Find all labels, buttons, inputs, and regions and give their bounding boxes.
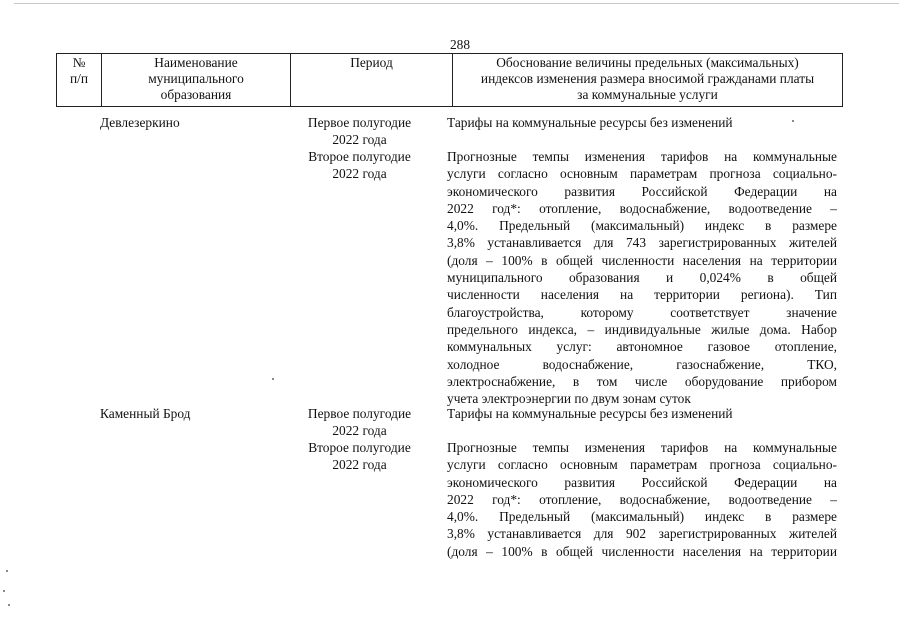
row1-period-first-line1: Первое полугодие: [307, 115, 412, 130]
scan-speck: [272, 378, 274, 380]
scan-speck: [792, 120, 794, 122]
header-number-abbr: п/п: [69, 71, 89, 86]
justification-line: экономического развития Российской Федерации на: [447, 183, 837, 199]
row1-period-second-line1: Второе полугодие: [308, 149, 411, 164]
justification-line: коммунальных услуг: автономное газовое отопление,: [447, 339, 837, 355]
row1-period-first: [290, 114, 429, 149]
justification-line: численности населения на территории региона). Тип: [447, 287, 837, 303]
row2-period-first: [290, 405, 429, 440]
justification-line: 4,0%. Предельный (максимальный) индекс в размере: [447, 218, 837, 234]
justification-line: Прогнозные темпы изменения тарифов на коммунальные: [447, 149, 837, 164]
scan-speck: [6, 570, 8, 572]
header-municipality-line2: муниципального: [148, 71, 244, 86]
row2-period-first-line1: Первое полугодие: [307, 406, 412, 421]
row1-period-second-line2: 2022 года: [332, 166, 387, 182]
table-header-row: [57, 54, 843, 107]
justification-line: (доля – 100% в общей численности населения на территории: [447, 252, 837, 268]
row1-period-first-line2: 2022 года: [332, 132, 387, 148]
scan-speck: [3, 590, 5, 592]
page-number: 288: [449, 37, 471, 52]
header-cell-number: [57, 54, 102, 107]
justification-line: благоустройства, которому соответствует значение: [447, 304, 837, 320]
justification-line: 2022 год*: отопление, водоснабжение, водоотведение –: [447, 200, 837, 216]
row2-period-second-line1: Второе полугодие: [308, 440, 411, 455]
justification-line: учета электроэнергии по двум зонам суток: [447, 391, 691, 407]
row2-period-second: [290, 439, 429, 474]
justification-line: холодное водоснабжение, газоснабжение, ТКО,: [447, 356, 837, 372]
row1-period-second: [290, 148, 429, 183]
row1-justification-second: [447, 148, 837, 407]
header-justification-line3: за коммунальные услуги: [577, 87, 718, 102]
justification-line: муниципального образования и 0,024% в общей: [447, 270, 837, 286]
justification-line: 4,0%. Предельный (максимальный) индекс в размере: [447, 509, 837, 525]
row2-period-second-line2: 2022 года: [332, 457, 387, 473]
header-municipality-line1: Наименование: [154, 55, 238, 70]
justification-line: 3,8% устанавливается для 743 зарегистрированных жителей: [447, 235, 837, 251]
justification-line: 2022 год*: отопление, водоснабжение, водоотведение –: [447, 491, 837, 507]
header-cell-period: [291, 54, 453, 107]
justification-line: услуги согласно основным параметрам прогноза социально-: [447, 166, 837, 182]
justification-line: Прогнозные темпы изменения тарифов на коммунальные: [447, 440, 837, 455]
row2-justification-second: [447, 439, 837, 560]
header-justification-line1: Обоснование величины предельных (максимальных): [496, 55, 799, 70]
row2-municipality-name: Каменный Брод: [100, 406, 191, 421]
table-header: [56, 53, 843, 107]
justification-line: предельного индекса, – индивидуальные жилые дома. Набор: [447, 321, 837, 337]
justification-line: (доля – 100% в общей численности населения на территории: [447, 543, 837, 559]
header-period: Период: [350, 55, 393, 70]
justification-line: 3,8% устанавливается для 902 зарегистрированных жителей: [447, 526, 837, 542]
justification-line: услуги согласно основным параметрам прогноза социально-: [447, 457, 837, 473]
justification-line: электроснабжение, в том числе оборудование прибором: [447, 373, 837, 389]
scan-top-edge: [14, 3, 899, 4]
justification-line: экономического развития Российской Федерации на: [447, 474, 837, 490]
header-number-sign: №: [72, 55, 86, 70]
header-justification-line2: индексов изменения размера вносимой гражданами платы: [480, 71, 815, 86]
row1-municipality-name: Девлезеркино: [100, 115, 180, 130]
header-municipality-line3: образования: [160, 87, 232, 102]
row1-justification-first: Тарифы на коммунальные ресурсы без изменений: [447, 115, 733, 130]
scan-speck: [8, 604, 10, 606]
header-cell-municipality: [102, 54, 291, 107]
row2-period-first-line2: 2022 года: [332, 423, 387, 439]
row2-justification-first: Тарифы на коммунальные ресурсы без изменений: [447, 406, 733, 421]
header-cell-justification: [453, 54, 843, 107]
